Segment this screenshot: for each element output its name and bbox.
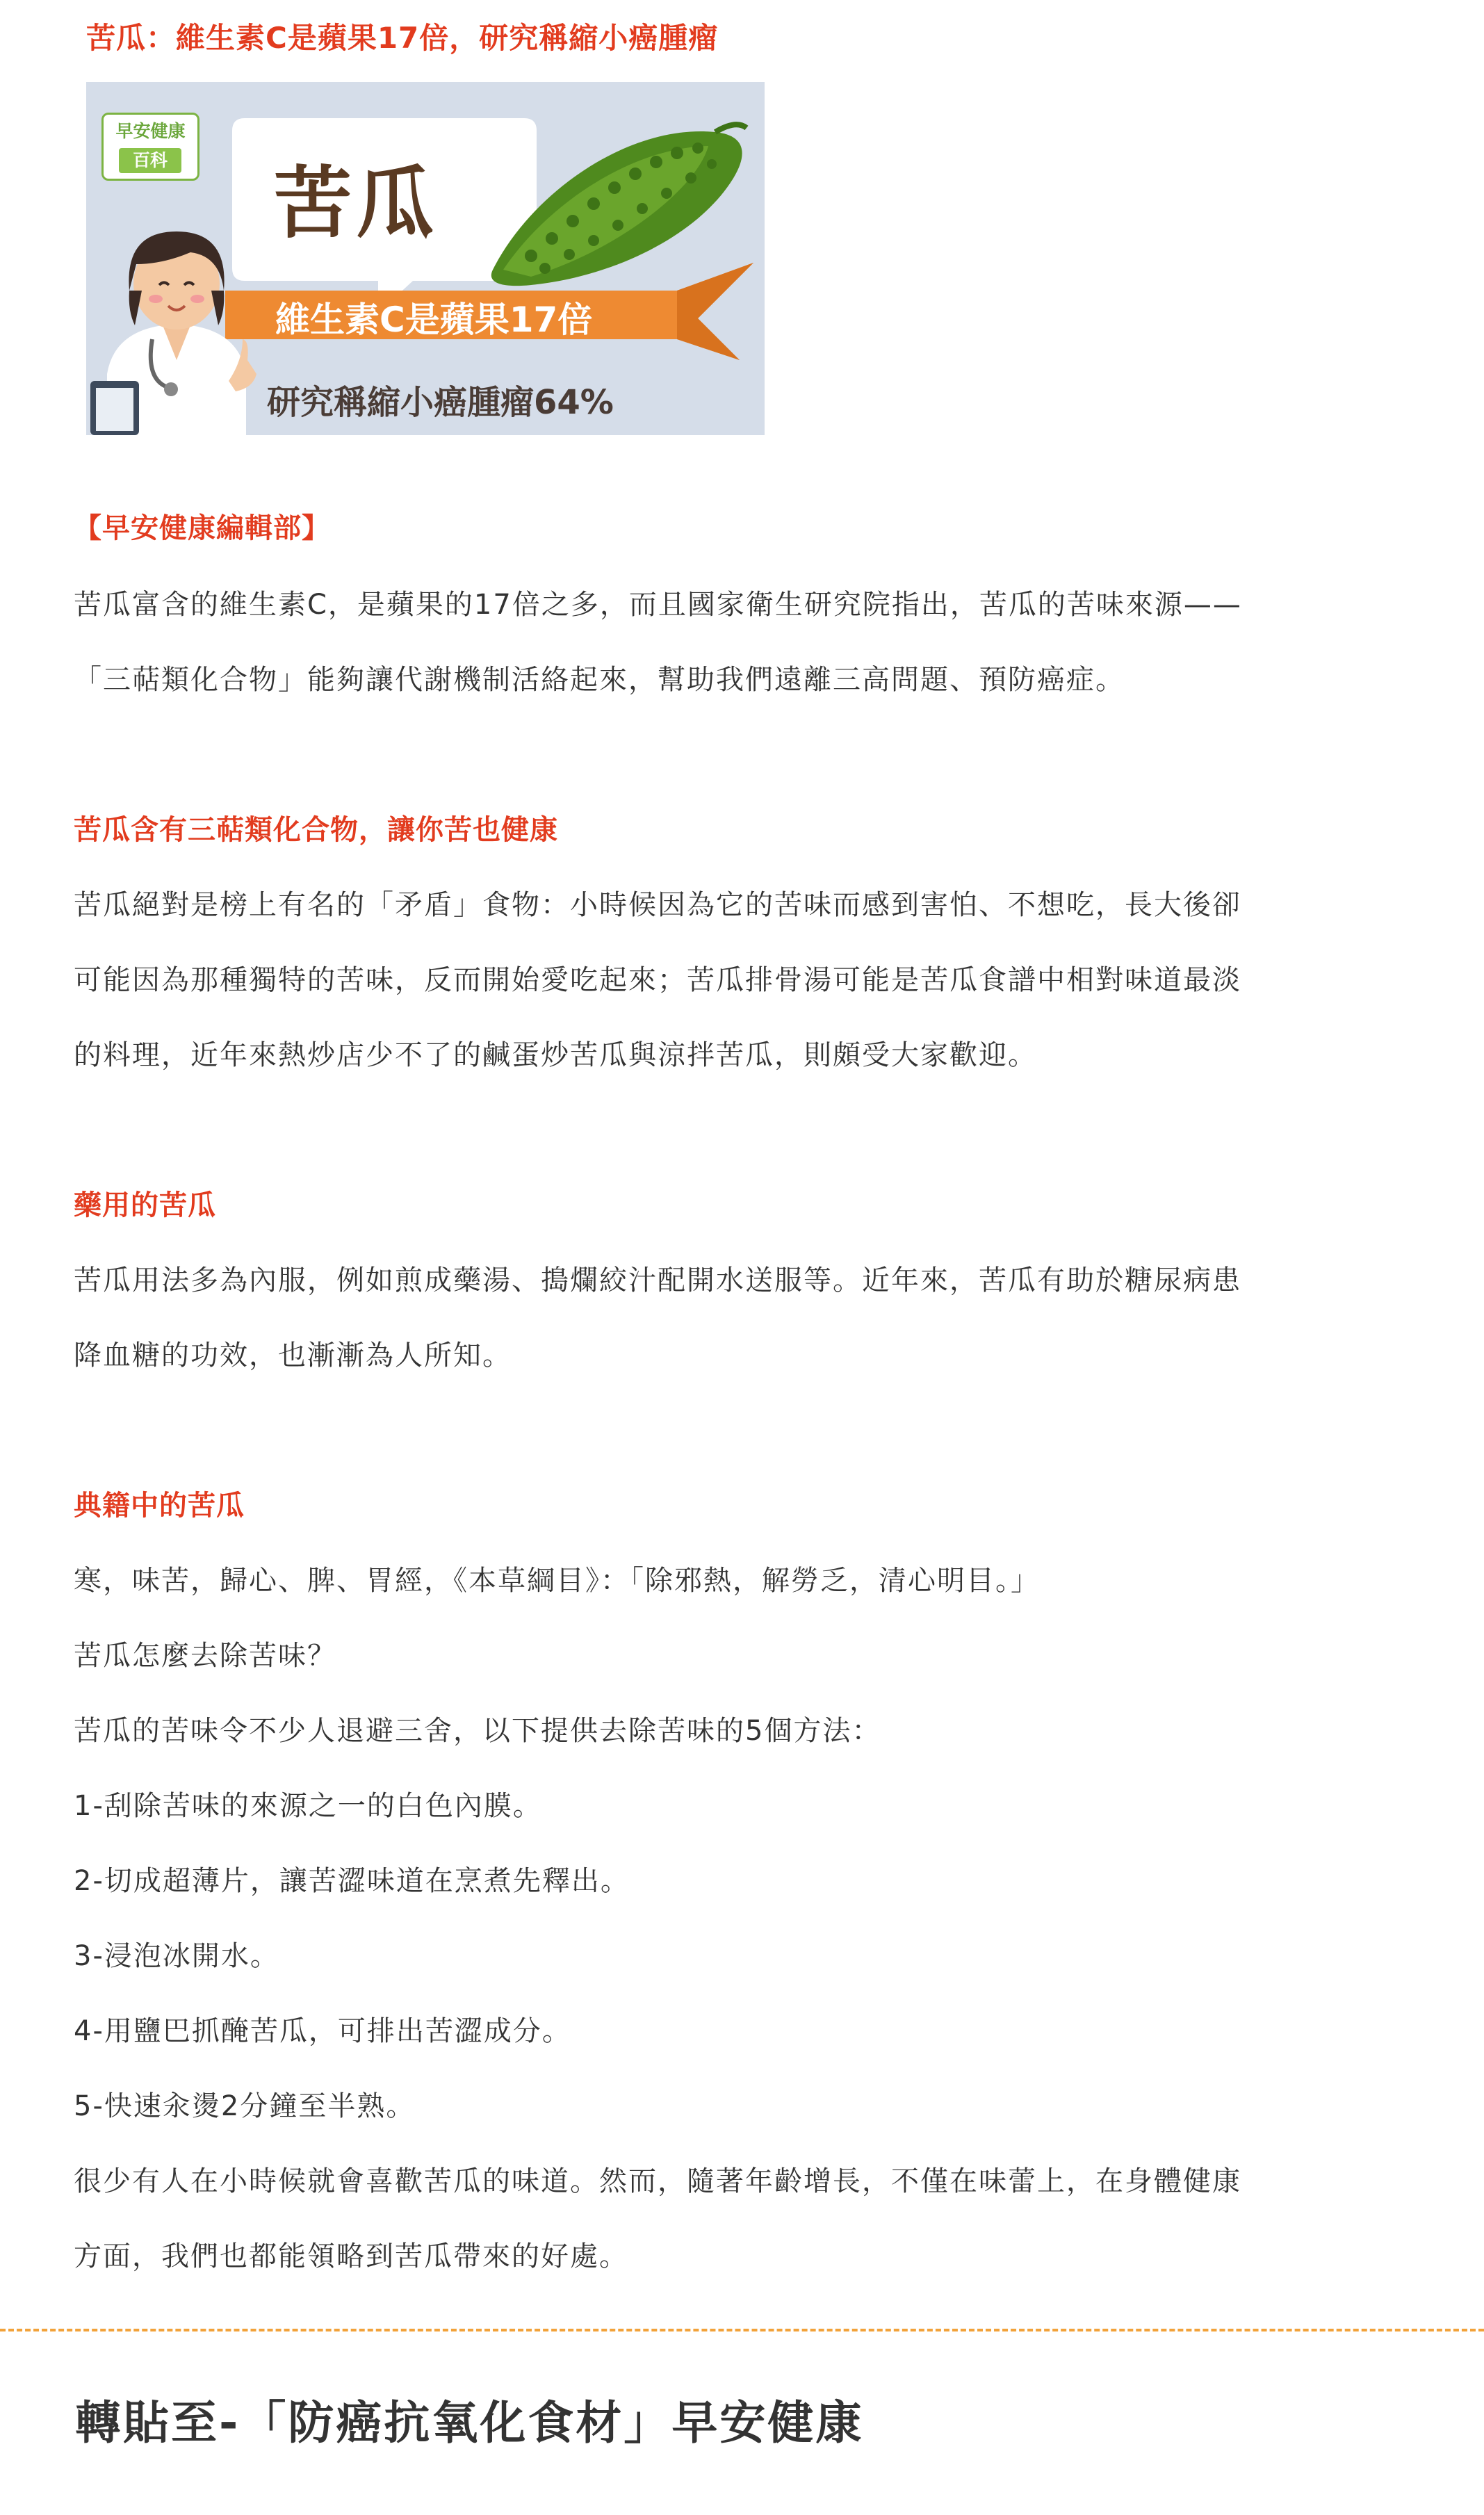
section-heading: 藥用的苦瓜 xyxy=(74,1189,216,1221)
article-title: 苦瓜：維生素C是蘋果17倍，研究稱縮小癌腫瘤 xyxy=(86,21,719,55)
tip-item: 4-用鹽巴抓醃苦瓜，可排出苦澀成分。 xyxy=(74,2015,571,2047)
section-line: 苦瓜的苦味令不少人退避三舍，以下提供去除苦味的5個方法： xyxy=(74,1715,881,1747)
intro-line: 「三萜類化合物」能夠讓代謝機制活絡起來，幫助我們遠離三高問題、預防癌症。 xyxy=(74,664,1125,696)
intro-line: 苦瓜富含的維生素C，是蘋果的17倍之多，而且國家衛生研究院指出，苦瓜的苦味來源—— xyxy=(74,589,1242,621)
section-line: 可能因為那種獨特的苦味，反而開始愛吃起來；苦瓜排骨湯可能是苦瓜食譜中相對味道最淡 xyxy=(74,964,1241,996)
section-line: 苦瓜絕對是榜上有名的「矛盾」食物：小時候因為它的苦味而感到害怕、不想吃，長大後卻 xyxy=(74,889,1241,921)
tip-item: 3-浸泡冰開水。 xyxy=(74,1940,279,1972)
section-line: 苦瓜怎麼去除苦味？ xyxy=(74,1640,336,1672)
tip-item: 5-快速汆燙2分鐘至半熟。 xyxy=(74,2090,416,2122)
tip-item: 2-切成超薄片，讓苦澀味道在烹煮先釋出。 xyxy=(74,1865,630,1897)
section-line: 降血糖的功效，也漸漸為人所知。 xyxy=(74,1340,512,1372)
banner-subtitle: 研究稱縮小癌腫瘤64% xyxy=(267,383,614,422)
tip-item: 1-刮除苦味的來源之一的白色內膜。 xyxy=(74,1790,542,1822)
brand-badge-top: 早安健康 xyxy=(106,117,195,145)
article-banner-image xyxy=(86,82,765,435)
section-line: 的料理，近年來熱炒店少不了的鹹蛋炒苦瓜與涼拌苦瓜，則頗受大家歡迎。 xyxy=(74,1039,1037,1071)
section-heading: 苦瓜含有三萜類化合物，讓你苦也健康 xyxy=(74,814,558,846)
dashed-divider xyxy=(0,2329,1484,2331)
section-line: 寒，味苦，歸心、脾、胃經，《本草綱目》：「除邪熱，解勞乏，清心明目。」 xyxy=(74,1565,1040,1597)
section-line: 苦瓜用法多為內服，例如煎成藥湯、搗爛絞汁配開水送服等。近年來，苦瓜有助於糖尿病患 xyxy=(74,1264,1241,1296)
brand-badge-bottom: 百科 xyxy=(119,148,181,173)
repost-link[interactable]: 轉貼至-「防癌抗氧化食材」早安健康 xyxy=(75,2396,864,2450)
banner-title: 苦瓜 xyxy=(274,158,438,249)
editor-tag: 【早安健康編輯部】 xyxy=(74,512,330,544)
section-heading: 典籍中的苦瓜 xyxy=(74,1490,245,1522)
brand-badge xyxy=(101,113,199,181)
section-line: 方面，我們也都能領略到苦瓜帶來的好處。 xyxy=(74,2240,628,2272)
section-line: 很少有人在小時候就會喜歡苦瓜的味道。然而，隨著年齡增長，不僅在味蕾上，在身體健康 xyxy=(74,2165,1241,2197)
banner-ribbon-text: 維生素C是蘋果17倍 xyxy=(275,300,593,340)
